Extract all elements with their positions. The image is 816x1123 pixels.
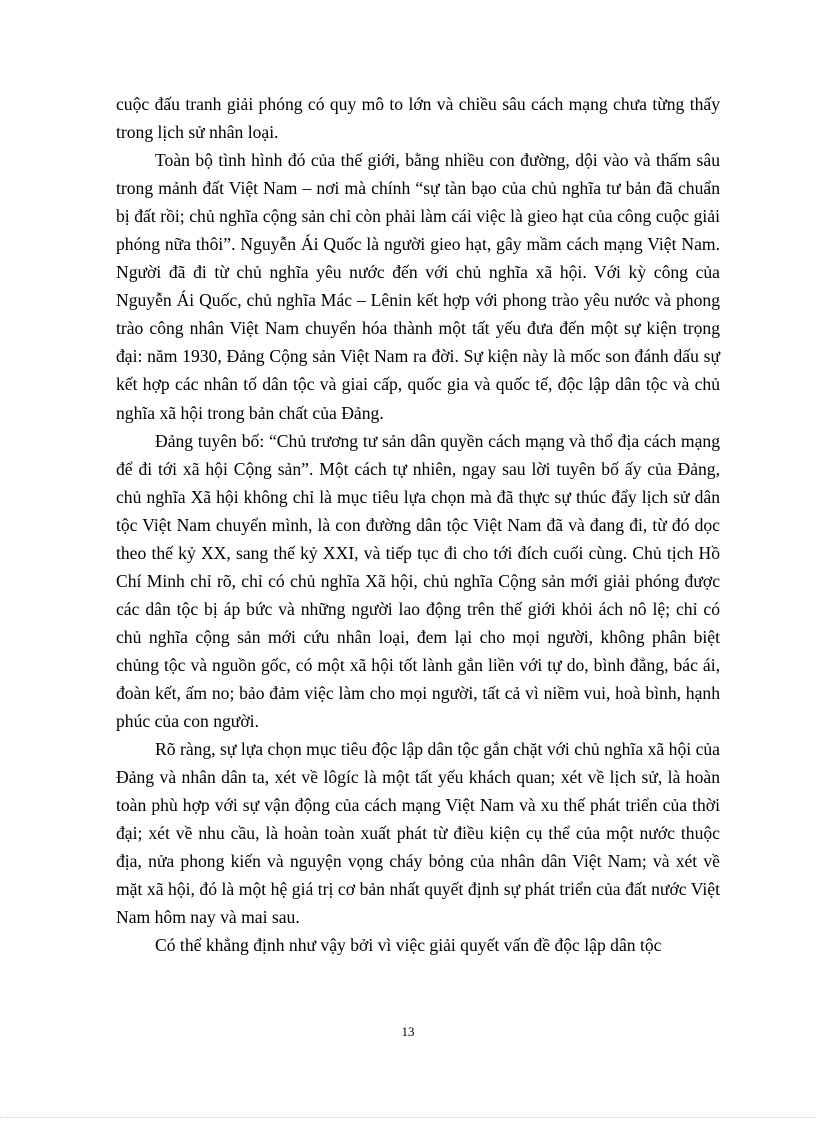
- page-bottom-divider: [0, 1117, 816, 1118]
- page-number: 13: [401, 1024, 415, 1039]
- paragraph-1: cuộc đấu tranh giải phóng có quy mô to lớn và chiều sâu cách mạng chưa từng thấy trong lịch sử nhân loại.: [116, 94, 720, 143]
- body-text: [116, 90, 720, 959]
- paragraph-5: Có thể khẳng định như vậy bởi vì việc giải quyết vấn đề độc lập dân tộc: [155, 935, 662, 956]
- paragraph-4: Rõ ràng, sự lựa chọn mục tiêu độc lập dân tộc gắn chặt với chủ nghĩa xã hội của Đảng và nhân dân ta, xét về lôgíc là một tất yếu khách quan; xét về lịch sử, là hoàn toàn phù hợp với sự vận động của cách mạng Việt Nam và xu thế phát triển của thời đại; xét về nhu cầu, là hoàn toàn xuất phát từ điều kiện cụ thể của một nước thuộc địa, nửa phong kiến và nguyện vọng cháy bỏng của nhân dân Việt Nam; và xét về mặt xã hội, đó là một hệ giá trị cơ bản nhất quyết định sự phát triển của đất nước Việt Nam hôm nay và mai sau.: [116, 739, 720, 928]
- paragraph-3: Đảng tuyên bố: “Chủ trương tư sản dân quyền cách mạng và thổ địa cách mạng để đi tới xã hội Cộng sản”. Một cách tự nhiên, ngay sau lời tuyên bố ấy của Đảng, chủ nghĩa Xã hội không chỉ là mục tiêu lựa chọn mà đã thực sự thúc đẩy lịch sử dân tộc Việt Nam chuyển mình, là con đường dân tộc Việt Nam đã và đang đi, từ đó dọc theo thế kỷ XX, sang thế kỷ XXI, và tiếp tục đi cho tới đích cuối cùng. Chủ tịch Hồ Chí Minh chỉ rõ, chỉ có chủ nghĩa Xã hội, chủ nghĩa Cộng sản mới giải phóng được các dân tộc bị áp bức và những người lao động trên thế giới khỏi ách nô lệ; chỉ có chủ nghĩa cộng sản mới cứu nhân loại, đem lại cho mọi người, không phân biệt chủng tộc và nguồn gốc, có một xã hội tốt lành gắn liền với tự do, bình đẳng, bác ái, đoàn kết, ấm no; bảo đảm việc làm cho mọi người, tất cả vì niềm vui, hoà bình, hạnh phúc của con người.: [116, 430, 720, 732]
- paragraph-2: Toàn bộ tình hình đó của thế giới, bằng nhiều con đường, dội vào và thấm sâu trong mảnh đất Việt Nam – nơi mà chính “sự tàn bạo của chủ nghĩa tư bản đã chuẩn bị đất rồi; chủ nghĩa cộng sản chỉ còn phải làm cái việc là gieo hạt của công cuộc giải phóng nữa thôi”. Nguyễn Ái Quốc là người gieo hạt, gây mầm cách mạng Việt Nam. Người đã đi từ chủ nghĩa yêu nước đến với chủ nghĩa xã hội. Với kỳ công của Nguyễn Ái Quốc, chủ nghĩa Mác – Lênin kết hợp với phong trào yêu nước và phong trào công nhân Việt Nam chuyển hóa thành một tất yếu đưa đến một sự kiện trọng đại: năm 1930, Đảng Cộng sản Việt Nam ra đời. Sự kiện này là mốc son đánh dấu sự kết hợp các nhân tố dân tộc và giai cấp, quốc gia và quốc tế, độc lập dân tộc và chủ nghĩa xã hội trong bản chất của Đảng.: [116, 150, 720, 423]
